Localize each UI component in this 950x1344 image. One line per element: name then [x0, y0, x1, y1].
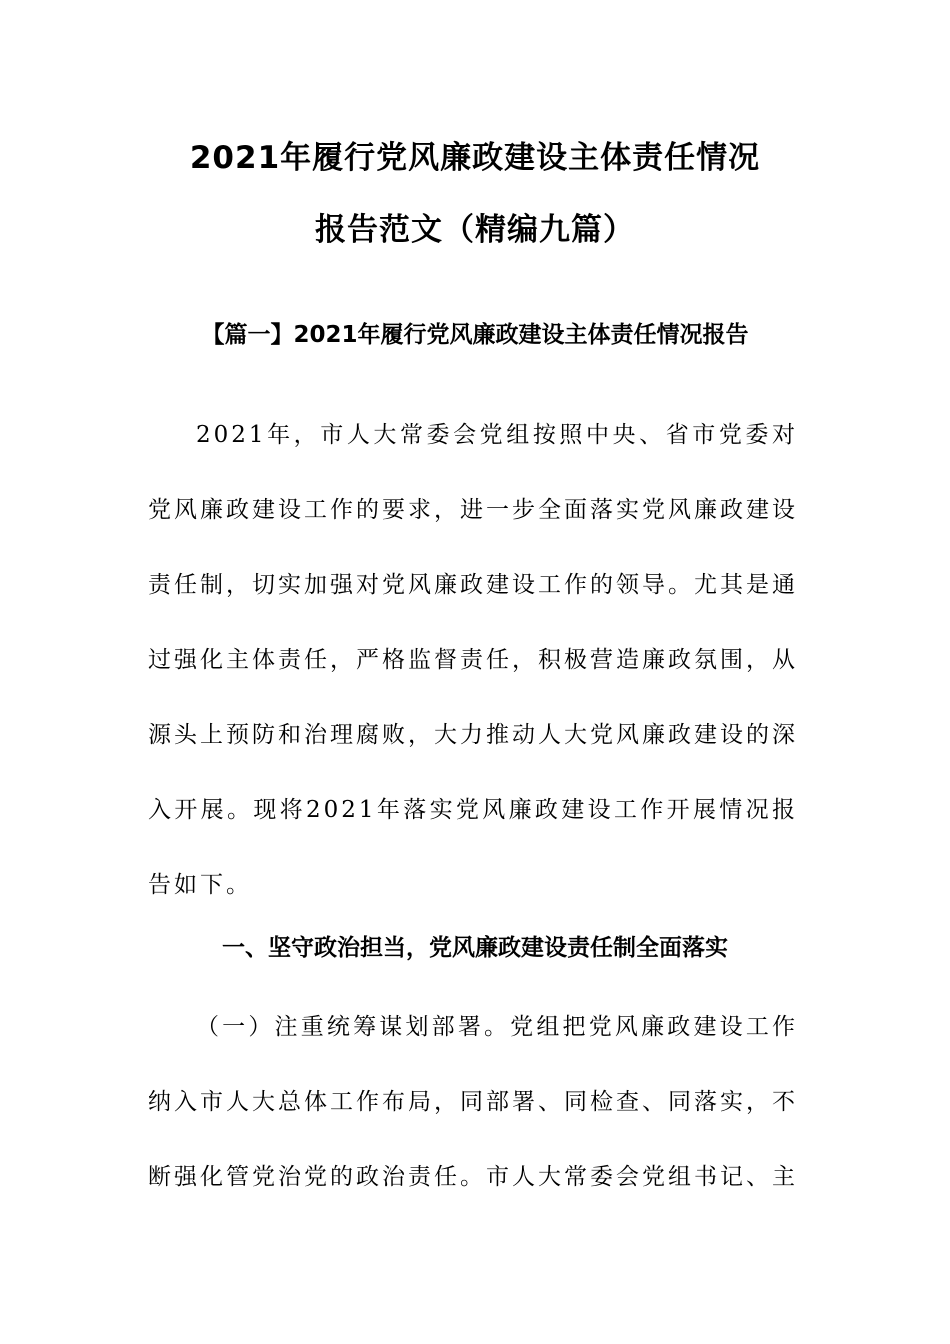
subheading-1: 一、坚守政治担当，党风廉政建设责任制全面落实 [222, 935, 728, 961]
document-title-line-1: 2021年履行党风廉政建设主体责任情况 [189, 140, 761, 176]
document-title-line-2: 报告范文（精编九篇） [315, 212, 635, 248]
intro-paragraph: 2021年，市人大常委会党组按照中央、省市党委对党风廉政建设工作的要求，进一步全面落实党风廉政建设责任制，切实加强对党风廉政建设工作的领导。尤其是通过强化主体责任，严格监督责任，积极营造廉政氛围，从源头上预防和治理腐败，大力推动人大党风廉政建设的深入开展。现将2021年落实党风廉政建设工作开展情况报告如下。 [148, 422, 798, 898]
paragraph-1: （一）注重统筹谋划部署。党组把党风廉政建设工作纳入市人大总体工作布局，同部署、同检查、同落实，不断强化管党治党的政治责任。市人大常委会党组书记、主 [148, 1014, 798, 1190]
section-heading: 【篇一】2021年履行党风廉政建设主体责任情况报告 [201, 322, 749, 348]
